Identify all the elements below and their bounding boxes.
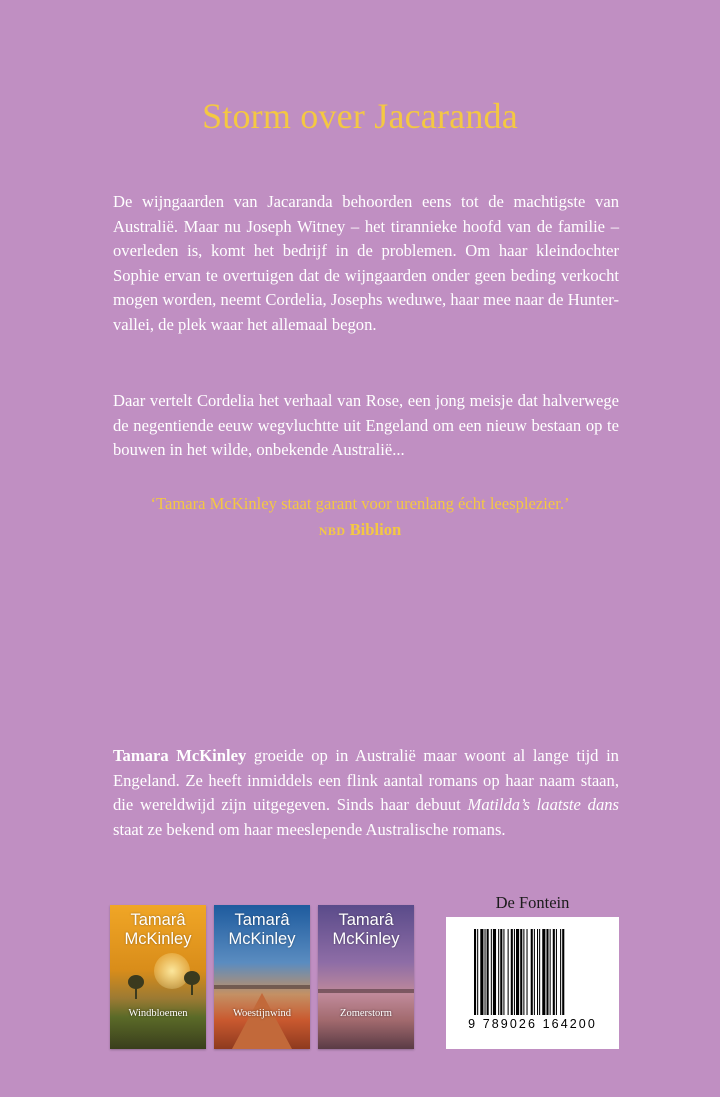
tree-image	[128, 975, 144, 989]
book-cover-woestijnwind	[214, 905, 310, 1049]
book-title: Storm over Jacaranda	[202, 96, 518, 136]
bio-author-name: Tamara McKinley	[113, 746, 247, 765]
horizon-line	[214, 985, 310, 989]
bio-book-title: Matilda’s laatste dans	[467, 795, 619, 814]
synopsis-paragraph-1: De wijngaarden van Jacaranda behoorden eens tot de machtigste van Australië. Maar nu Joseph Witney – het tirannieke hoofd van de familie – overleden is, komt het bedrijf in de problemen. Om haar kleindochter Sophie ervan te overtuigen dat de wijngaarden onder geen beding verkocht mogen worden, neemt Cordelia, Josephs weduwe, haar mee naar de Hunter-vallei, de plek waar het allemaal begon.	[113, 192, 619, 334]
sun-image	[154, 953, 190, 989]
publisher-name: De Fontein	[495, 893, 570, 912]
author-bio	[113, 744, 619, 842]
review-source-prefix: NBD	[318, 524, 346, 538]
horizon-line	[318, 989, 414, 993]
synopsis-paragraph-2: Daar vertelt Cordelia het verhaal van Rose, een jong meisje dat halverwege de negentiende eeuw wegvluchtte uit Engeland om een nieuw bestaan op te bouwen in het wilde, onbekende Australië...	[113, 391, 619, 459]
book-cover-title: Woestijnwind	[232, 1008, 292, 1019]
bio-text-1: groeide op in Australië maar woont al lange tijd in Engeland. Ze heeft inmiddels een flink aantal romans op haar naam staan, die wereldwijd zijn uitgegeven. Sinds haar debuut	[113, 746, 619, 814]
barcode-bars	[474, 929, 591, 1015]
book-cover-author: Tamarâ McKinley	[332, 911, 400, 948]
review-source	[0, 520, 720, 540]
book-cover-title: Windbloemen	[128, 1008, 188, 1019]
isbn-number: 9 789026 164200	[468, 1017, 597, 1031]
book-cover-author: Tamarâ McKinley	[124, 911, 192, 948]
isbn-barcode	[446, 917, 619, 1049]
book-cover-title: Zomerstorm	[340, 1008, 392, 1019]
road-image	[232, 993, 292, 1049]
review-source-name: Biblion	[349, 520, 402, 539]
book-cover-author: Tamarâ McKinley	[228, 911, 296, 948]
review-quote: ‘Tamara McKinley staat garant voor urenlang écht leesplezier.’	[150, 494, 570, 513]
tree-image	[184, 971, 200, 985]
book-cover-zomerstorm	[318, 905, 414, 1049]
book-cover-windbloemen	[110, 905, 206, 1049]
bio-text-2: staat ze bekend om haar meeslepende Australische romans.	[113, 819, 506, 839]
